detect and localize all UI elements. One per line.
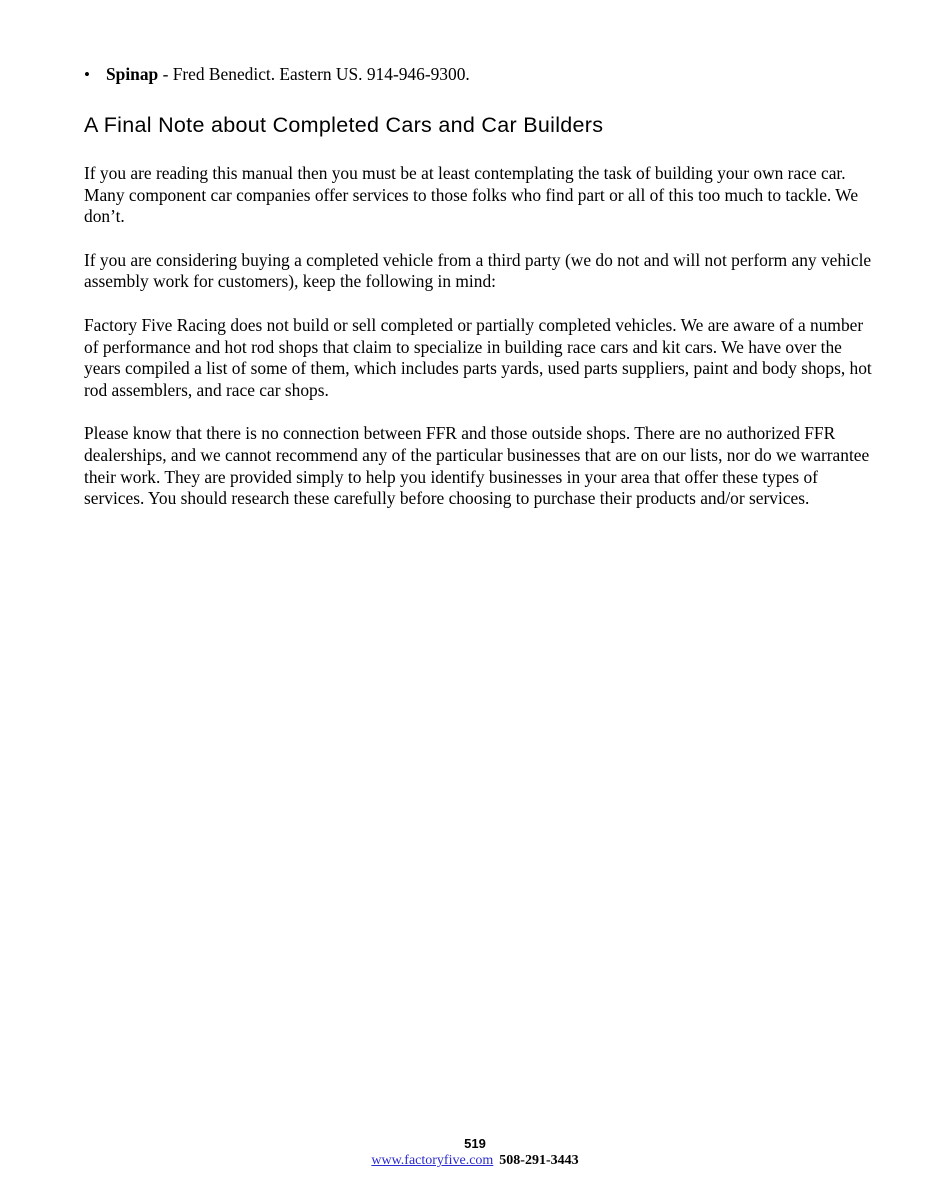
bullet-company-name: Spinap — [106, 64, 159, 84]
phone-number: 508-291-3443 — [499, 1153, 579, 1168]
website-link[interactable]: www.factoryfive.com — [371, 1153, 494, 1168]
paragraph-no-connection: Please know that there is no connection between FFR and those outside shops. There are no authorized FFR dealerships, and we cannot recommend any of the particular businesses that are on our lists, nor do we warrantee their work. They are provided simply to help you identify businesses in your area that offer these types of services. You should research these carefully before choosing to purchase their products and/or services. — [84, 423, 870, 509]
page-number: 519 — [464, 1136, 486, 1151]
footer-contact — [0, 1152, 950, 1170]
paragraph-third-party: If you are considering buying a completed vehicle from a third party (we do not and will not perform any vehicle assembly work for customers), keep the following in mind: — [84, 249, 872, 292]
bullet-icon: • — [84, 65, 90, 84]
document-body — [84, 62, 874, 510]
section-heading: A Final Note about Completed Cars and Car Builders — [84, 113, 604, 137]
paragraph-ffr-policy: Factory Five Racing does not build or sell completed or partially completed vehicles. We are aware of a number of performance and hot rod shops that claim to specialize in building race cars and kit cars. We have over the years compiled a list of some of them, which includes parts yards, used parts suppliers, paint and body shops, hot rod assemblers, and race car shops. — [84, 314, 872, 400]
paragraph-intro: If you are reading this manual then you must be at least contemplating the task of building your own race car. Many component car companies offer services to those folks who find part or all of this too much to tackle. We don’t. — [84, 163, 859, 227]
bullet-item-spinap — [84, 62, 874, 87]
bullet-company-details: - Fred Benedict. Eastern US. 914-946-9300. — [158, 64, 470, 84]
